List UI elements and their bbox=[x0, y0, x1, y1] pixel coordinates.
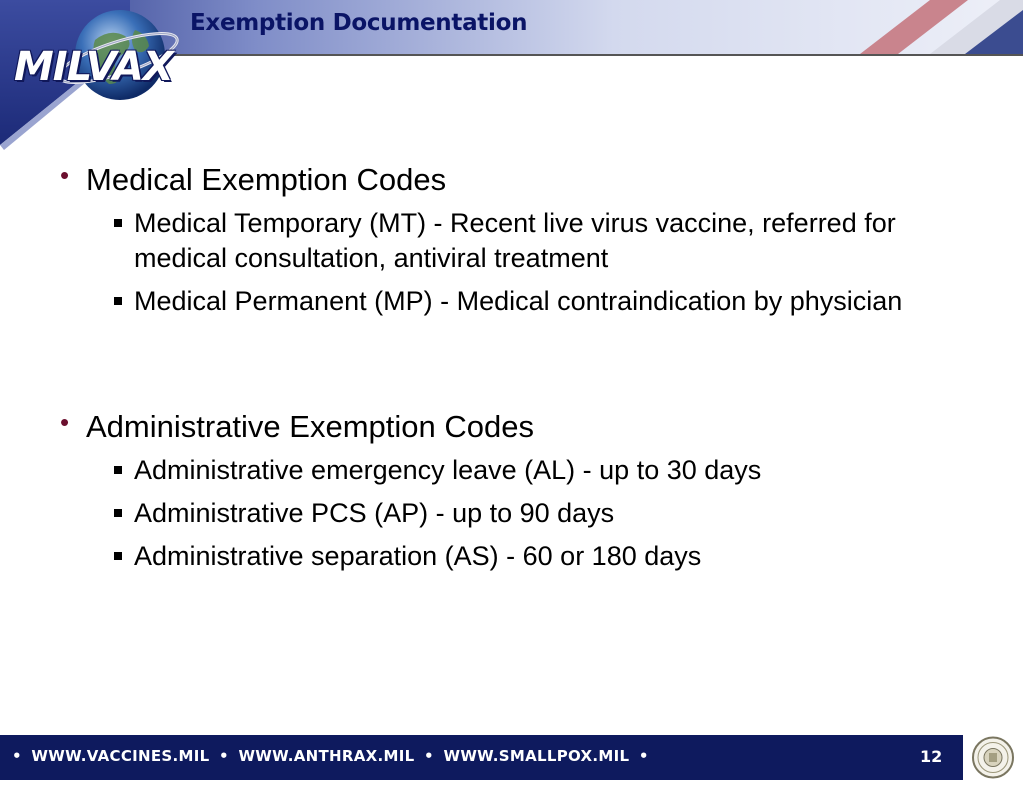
seal-box bbox=[963, 735, 1023, 780]
footer-separator: • bbox=[638, 747, 649, 765]
bullet-dot: • bbox=[60, 160, 70, 190]
footer-bar bbox=[0, 735, 1023, 780]
slide-title: Exemption Documentation bbox=[190, 10, 528, 36]
footer-link-anthrax[interactable]: WWW.ANTHRAX.MIL bbox=[238, 747, 415, 765]
footer-separator: • bbox=[219, 747, 229, 765]
footer-separator: • bbox=[12, 747, 22, 765]
bullet-dot: • bbox=[60, 407, 70, 437]
bullet-square bbox=[114, 509, 122, 517]
footer-links bbox=[12, 747, 653, 765]
footer-separator: • bbox=[424, 747, 434, 765]
slide: MILVAX Exemption Documentation • Medical Exemption Codes Medical Temporary (MT) - Recent live virus vaccine, referred for medical consultation, antiviral treatment Medical Permanent (MP) - Medical contraindication by physician • Administrative Exemption Codes Administrative emergency leave (AL) - up to 30 days Administrative PCS (AP) - up to 90 days Administrative separation (AS) - 60 or 180 days • WWW.VACCINES.MIL • WWW.ANTHRAX.MIL • WWW.SMALLPOX.MIL • 12 bbox=[0, 0, 1023, 780]
milvax-logo bbox=[0, 0, 200, 140]
bullet-square bbox=[114, 552, 122, 560]
bullet-square bbox=[114, 466, 122, 474]
bullet-square bbox=[114, 297, 122, 305]
footer-link-smallpox[interactable]: WWW.SMALLPOX.MIL bbox=[443, 747, 630, 765]
logo-text: MILVAX bbox=[14, 44, 173, 90]
army-seal-icon bbox=[963, 735, 1023, 780]
footer-link-vaccines[interactable]: WWW.VACCINES.MIL bbox=[31, 747, 210, 765]
bullet-square bbox=[114, 219, 122, 227]
page-number: 12 bbox=[920, 747, 943, 766]
